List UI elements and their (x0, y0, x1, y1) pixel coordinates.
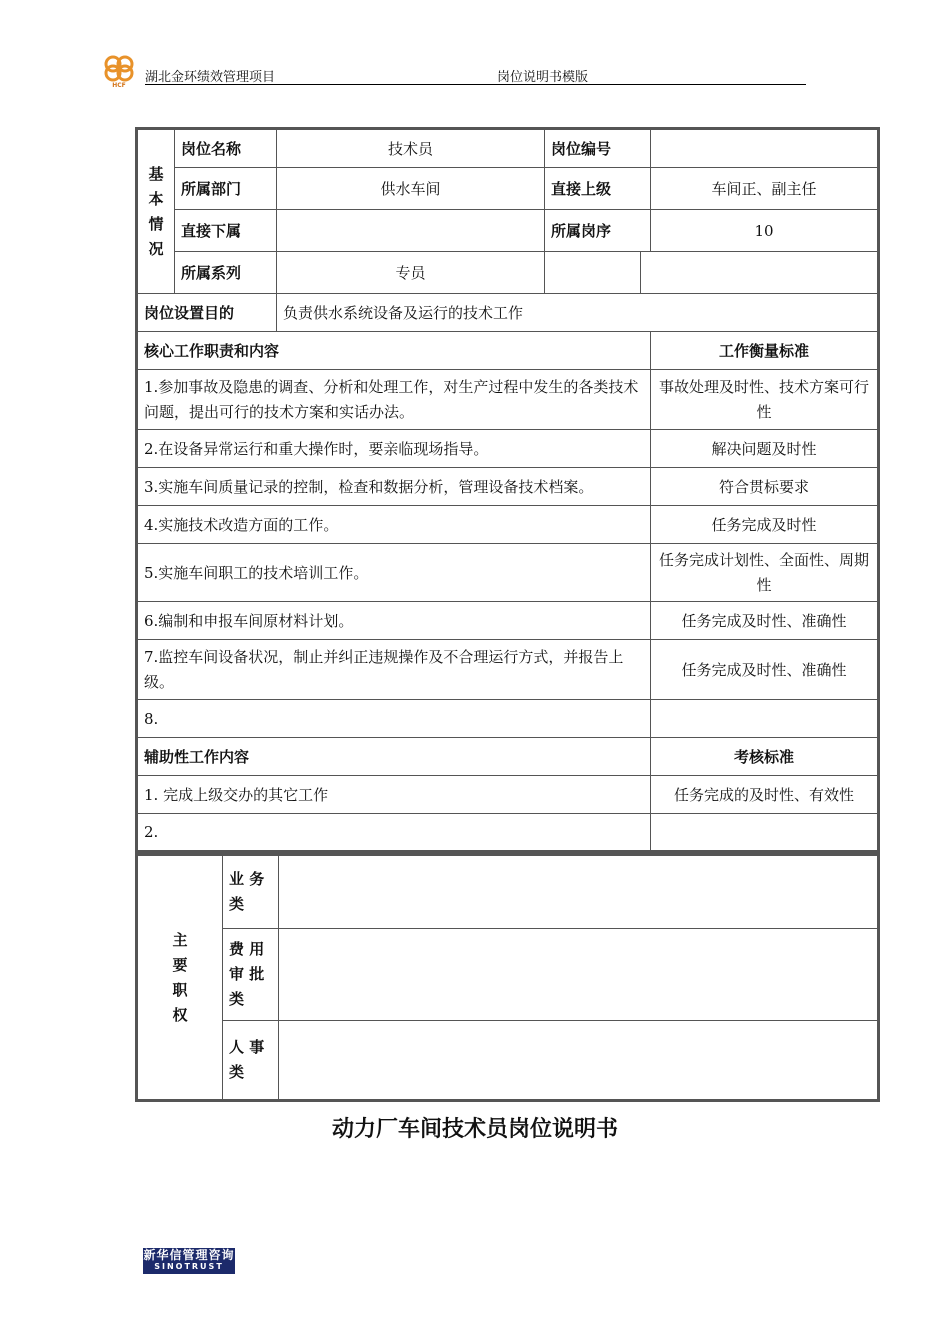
aux-standard (651, 814, 879, 852)
duty-standard: 任务完成计划性、全面性、周期性 (651, 544, 879, 602)
blank-cell (641, 252, 879, 294)
core-std-header: 工作衡量标准 (651, 332, 879, 370)
superior-value: 车间正、副主任 (651, 168, 879, 210)
post-name-value: 技术员 (277, 129, 545, 168)
logo-text: HCF (112, 82, 126, 88)
series-value: 专员 (277, 252, 545, 294)
sinotrust-logo (143, 1248, 235, 1274)
post-name-label: 岗位名称 (175, 129, 277, 168)
project-name: 湖北金环绩效管理项目 (145, 70, 276, 85)
aux-standard: 任务完成的及时性、有效性 (651, 776, 879, 814)
aux-duties-header: 辅助性工作内容 (137, 738, 651, 776)
dept-label: 所属部门 (175, 168, 277, 210)
superior-label: 直接上级 (545, 168, 651, 210)
header-divider (145, 84, 806, 85)
subordinate-value (277, 210, 545, 252)
job-description-table (135, 127, 880, 853)
seq-value: 10 (651, 210, 879, 252)
post-no-label: 岗位编号 (545, 129, 651, 168)
page-header (100, 52, 806, 88)
document-title: 动力厂车间技术员岗位说明书 (331, 1117, 618, 1142)
duty-item: 3.实施车间质量记录的控制，检查和数据分析，管理设备技术档案。 (137, 468, 651, 506)
duty-item: 2.在设备异常运行和重大操作时，要亲临现场指导。 (137, 430, 651, 468)
purpose-text: 负责供水系统设备及运行的技术工作 (277, 294, 879, 332)
duty-standard: 事故处理及时性、技术方案可行性 (651, 370, 879, 430)
brand-en: SINOTRUST (154, 1262, 224, 1271)
duty-item: 6.编制和申报车间原材料计划。 (137, 602, 651, 640)
dept-value: 供水车间 (277, 168, 545, 210)
blank-cell (545, 252, 641, 294)
authority-content (279, 1021, 879, 1101)
post-no-value (651, 129, 879, 168)
core-duties-header: 核心工作职责和内容 (137, 332, 651, 370)
purpose-label: 岗位设置目的 (137, 294, 277, 332)
brand-cn: 新华信管理咨询 (143, 1248, 235, 1262)
basic-info-label: 基 本 情 况 (137, 129, 175, 294)
authority-type: 人 事 类 (223, 1021, 279, 1101)
duty-standard: 符合贯标要求 (651, 468, 879, 506)
authority-type: 费 用 审 批 类 (223, 929, 279, 1021)
aux-std-header: 考核标准 (651, 738, 879, 776)
duty-item: 8. (137, 700, 651, 738)
authority-content (279, 855, 879, 929)
duty-standard: 任务完成及时性、准确性 (651, 640, 879, 700)
authority-content (279, 929, 879, 1021)
hcf-logo-icon (100, 54, 140, 88)
duty-standard (651, 700, 879, 738)
duty-standard: 任务完成及时性 (651, 506, 879, 544)
authority-label: 主 要 职 权 (137, 855, 223, 1101)
subordinate-label: 直接下属 (175, 210, 277, 252)
doc-type: 岗位说明书模版 (497, 70, 589, 85)
aux-item: 1. 完成上级交办的其它工作 (137, 776, 651, 814)
duty-standard: 解决问题及时性 (651, 430, 879, 468)
duty-item: 7.监控车间设备状况，制止并纠正违规操作及不合理运行方式，并报告上级。 (137, 640, 651, 700)
duty-item: 1.参加事故及隐患的调查、分析和处理工作，对生产过程中发生的各类技术问题，提出可行的技术方案和实话办法。 (137, 370, 651, 430)
series-label: 所属系列 (175, 252, 277, 294)
duty-item: 4.实施技术改造方面的工作。 (137, 506, 651, 544)
seq-label: 所属岗序 (545, 210, 651, 252)
aux-item: 2. (137, 814, 651, 852)
authority-type: 业 务 类 (223, 855, 279, 929)
authority-table (135, 853, 880, 1102)
duty-item: 5.实施车间职工的技术培训工作。 (137, 544, 651, 602)
duty-standard: 任务完成及时性、准确性 (651, 602, 879, 640)
